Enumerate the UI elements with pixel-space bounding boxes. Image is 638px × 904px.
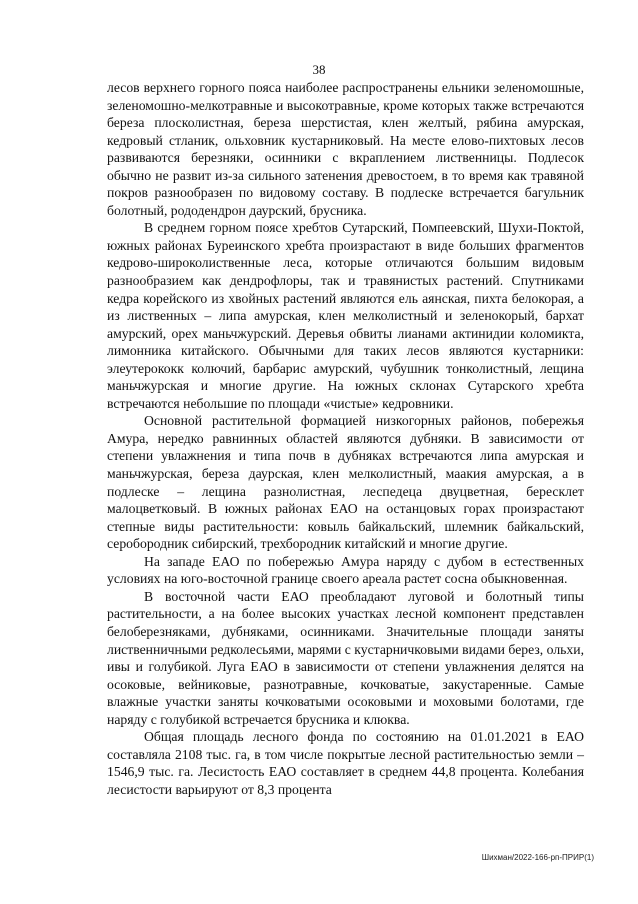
paragraph-western-pine: На западе ЕАО по побережью Амура наряду с дубом в естественных условиях на юго-восточной границе своего ареала растет сосна обыкновенная. bbox=[107, 553, 584, 587]
paragraph-eastern-vegetation: В восточной части ЕАО преобладают луговой и болотный типы растительности, а на более высоких участках лесной компонент представлен белоберезняками, дубняками, осинниками. Значительные площади заняты лиственничными редколесьями, марями с кустарничковыми видами берез, ольхи, ивы и голубикой. Луга ЕАО в зависимости от степени увлажнения делятся на осоковые, вейниковые, разнотравные, кочковатые, закустаренные. Самые влажные участки заняты кочковатыми осоковыми и моховыми болотами, где наряду с голубикой встречается брусника и клюква. bbox=[107, 588, 584, 727]
document-reference-footer: Шихман/2022-166-рп-ПРИР(1) bbox=[481, 853, 594, 862]
page-number: 38 bbox=[312, 62, 326, 77]
paragraph-forest-fund-area: Общая площадь лесного фонда по состоянию на 01.01.2021 в ЕАО составляла 2108 тыс. га, в том числе покрытые лесной растительностью земли – 1546,9 тыс. га. Лесистость ЕАО составляет в среднем 44,8 процента. Колебания лесистости варьируют от 8,3 процента bbox=[107, 729, 584, 797]
paragraph-upper-mountain-forests: лесов верхнего горного пояса наиболее распространены ельники зеленомошные, зеленомошно-мелкотравные и высокотравные, кроме которых также встречаются береза плосколистная, береза шерстистая, клен желтый, рябина амурская, кедровый стланик, ольховник кустарниковый. На месте елово-пихтовых лесов развиваются березняки, осинники с вкраплением лиственницы. Подлесок обычно не развит из-за сильного затенения древостоем, в то время как травяной покров разнообразен по видовому составу. В подлеске встречается багульник болотный, рододендрон даурский, брусника. bbox=[107, 80, 584, 218]
paragraph-oak-forests: Основной растительной формацией низкогорных районов, побережья Амура, нередко равнинных областей являются дубняки. В зависимости от степени увлажнения и типа почв в дубняках встречаются липа амурская и маньчжурская, береза даурская, клен мелколистный, маакия амурская, а в подлеске – лещина разнолистная, леспедеца двуцветная, бересклет малоцветковый. В южных районах ЕАО на останцовых горах произрастают степные виды растительности: ковыль байкальский, шлемник байкальский, серобородник сибирский, трехбородник китайский и многие другие. bbox=[107, 413, 584, 552]
paragraph-middle-mountain-belt: В среднем горном поясе хребтов Сутарский, Помпеевский, Шухи-Поктой, южных районах Буреинского хребта произрастают в виде больших фрагментов кедрово-широколиственные леса, которые отличаются большим видовым разнообразием как дендрофлоры, так и травянистых растений. Спутниками кедра корейского из хвойных растений являются ель аянская, пихта белокорая, а из лиственных – липа амурская, клен мелколистный и зеленокорый, бархат амурский, орех маньчжурский. Деревья обвиты лианами актинидии коломикта, лимонника китайского. Обычными для таких лесов являются кустарники: элеутерококк колючий, барбарис амурский, чубушник тонколистный, лещина маньчжурская и многие другие. На южных склонах Сутарского хребта встречаются небольшие по площади «чистые» кедровники. bbox=[107, 220, 584, 411]
document-body bbox=[107, 79, 584, 798]
